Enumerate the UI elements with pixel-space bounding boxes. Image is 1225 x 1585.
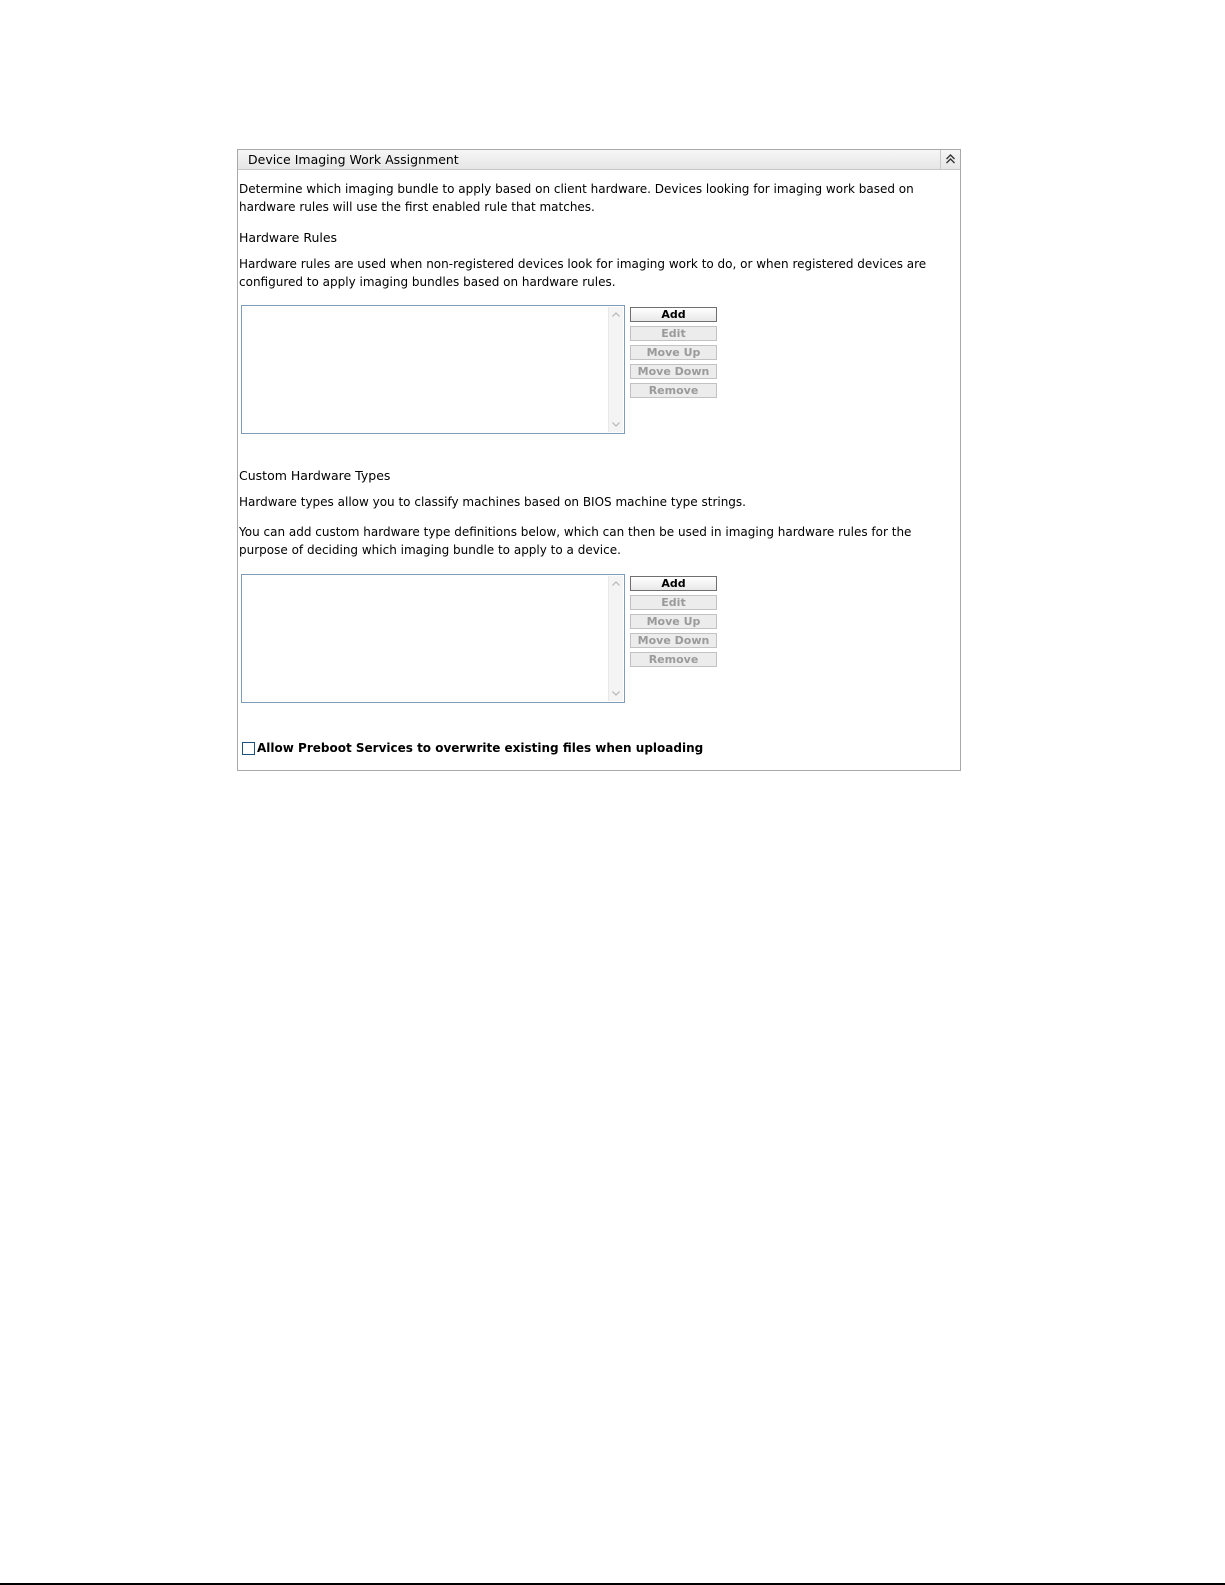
hardware-rules-add-button[interactable]: Add (630, 307, 717, 322)
custom-hardware-types-heading: Custom Hardware Types (239, 468, 391, 483)
overwrite-files-checkbox[interactable] (242, 742, 255, 755)
overwrite-files-label[interactable]: Allow Preboot Services to overwrite existing files when uploading (257, 741, 704, 755)
hardware-rules-move-up-button[interactable]: Move Up (630, 345, 717, 360)
hardware-rules-edit-button[interactable]: Edit (630, 326, 717, 341)
custom-hardware-types-edit-button[interactable]: Edit (630, 595, 717, 610)
custom-hardware-types-description-2: You can add custom hardware type definitions below, which can then be used in imaging hardware rules for the purpose of deciding which imaging bundle to apply to a device. (239, 525, 912, 557)
custom-hardware-types-scrollbar[interactable] (608, 576, 623, 701)
scroll-down-icon[interactable] (611, 419, 621, 429)
scroll-up-icon[interactable] (611, 579, 621, 589)
custom-hardware-types-description-1: Hardware types allow you to classify machines based on BIOS machine type strings. (239, 495, 746, 509)
custom-hardware-types-remove-button[interactable]: Remove (630, 652, 717, 667)
custom-hardware-types-add-button[interactable]: Add (630, 576, 717, 591)
custom-hardware-types-move-up-button[interactable]: Move Up (630, 614, 717, 629)
custom-hardware-types-move-down-button[interactable]: Move Down (630, 633, 717, 648)
panel-header (238, 150, 960, 170)
hardware-rules-move-down-button[interactable]: Move Down (630, 364, 717, 379)
hardware-rules-description: Hardware rules are used when non-registered devices look for imaging work to do, or when registered devices are configured to apply imaging bundles based on hardware rules. (239, 257, 927, 289)
scroll-down-icon[interactable] (611, 688, 621, 698)
intro-text: Determine which imaging bundle to apply based on client hardware. Devices looking for imaging work based on hardware rules will use the first enabled rule that matches. (239, 182, 914, 214)
scroll-up-icon[interactable] (611, 310, 621, 320)
collapse-panel-button[interactable] (940, 150, 960, 169)
double-chevron-up-icon (945, 153, 956, 165)
hardware-rules-scrollbar[interactable] (608, 307, 623, 432)
hardware-rules-remove-button[interactable]: Remove (630, 383, 717, 398)
custom-hardware-types-list[interactable] (241, 574, 625, 703)
hardware-rules-heading: Hardware Rules (239, 230, 338, 245)
hardware-rules-list[interactable] (241, 305, 625, 434)
panel-title: Device Imaging Work Assignment (248, 152, 459, 167)
device-imaging-work-assignment-panel (237, 149, 961, 771)
